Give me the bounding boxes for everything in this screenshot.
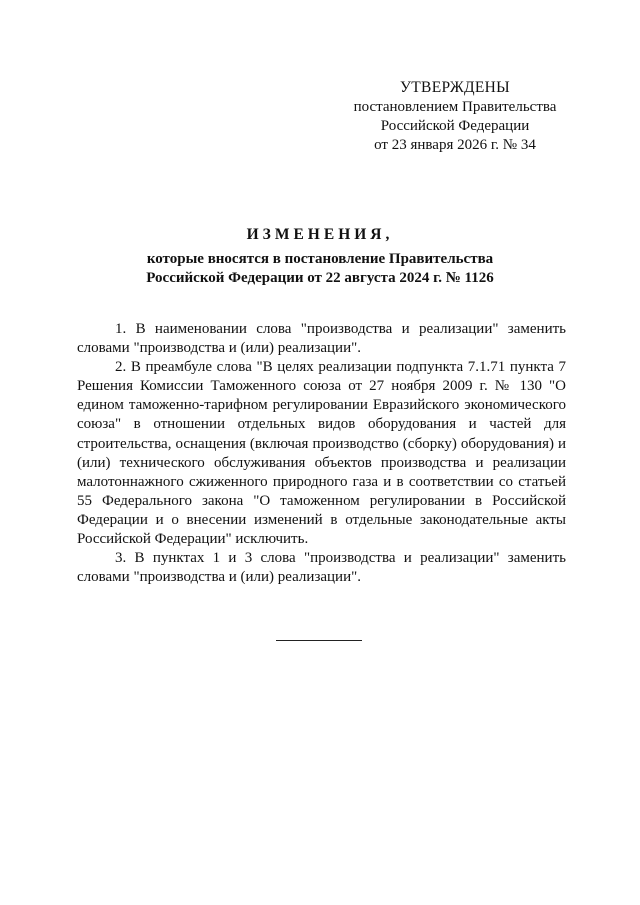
document-body	[77, 320, 566, 587]
approval-line-3: от 23 января 2026 г. № 34	[374, 137, 536, 153]
paragraph-3: 3. В пунктах 1 и 3 слова "производства и реализации" заменить словами "производства и (или) реализации".	[77, 550, 566, 586]
document-title: ИЗМЕНЕНИЯ,	[246, 226, 394, 243]
approval-line-1: постановлением Правительства	[353, 99, 557, 115]
separator-line	[276, 640, 362, 641]
approval-heading: УТВЕРЖДЕНЫ	[400, 79, 510, 96]
subtitle-line-2: Российской Федерации от 22 августа 2024 г. № 1126	[146, 270, 494, 286]
approval-line-2: Российской Федерации	[380, 118, 530, 134]
paragraph-2: 2. В преамбуле слова "В целях реализации подпункта 7.1.71 пункта 7 Решения Комиссии Таможенного союза от 27 ноября 2009 г. № 130 "О едином таможенно-тарифном регулировании Евразийского экономического союза" в отношении отдельных видов оборудования и частей для строительства, оснащения (включая производство (сборку) оборудования) и (или) технического обслуживания объектов производства и реализации малотоннажного сжиженного природного газа и в соответствии со статьей 55 Федерального закона "О таможенном регулировании в Российской Федерации и о внесении изменений в отдельные законодательные акты Российской Федерации" исключить.	[77, 359, 566, 548]
paragraph-1: 1. В наименовании слова "производства и реализации" заменить словами "производства и (или) реализации".	[77, 321, 566, 357]
subtitle-line-1: которые вносятся в постановление Правительства	[146, 251, 494, 267]
approval-block	[330, 78, 580, 155]
document-subtitle	[60, 250, 580, 288]
